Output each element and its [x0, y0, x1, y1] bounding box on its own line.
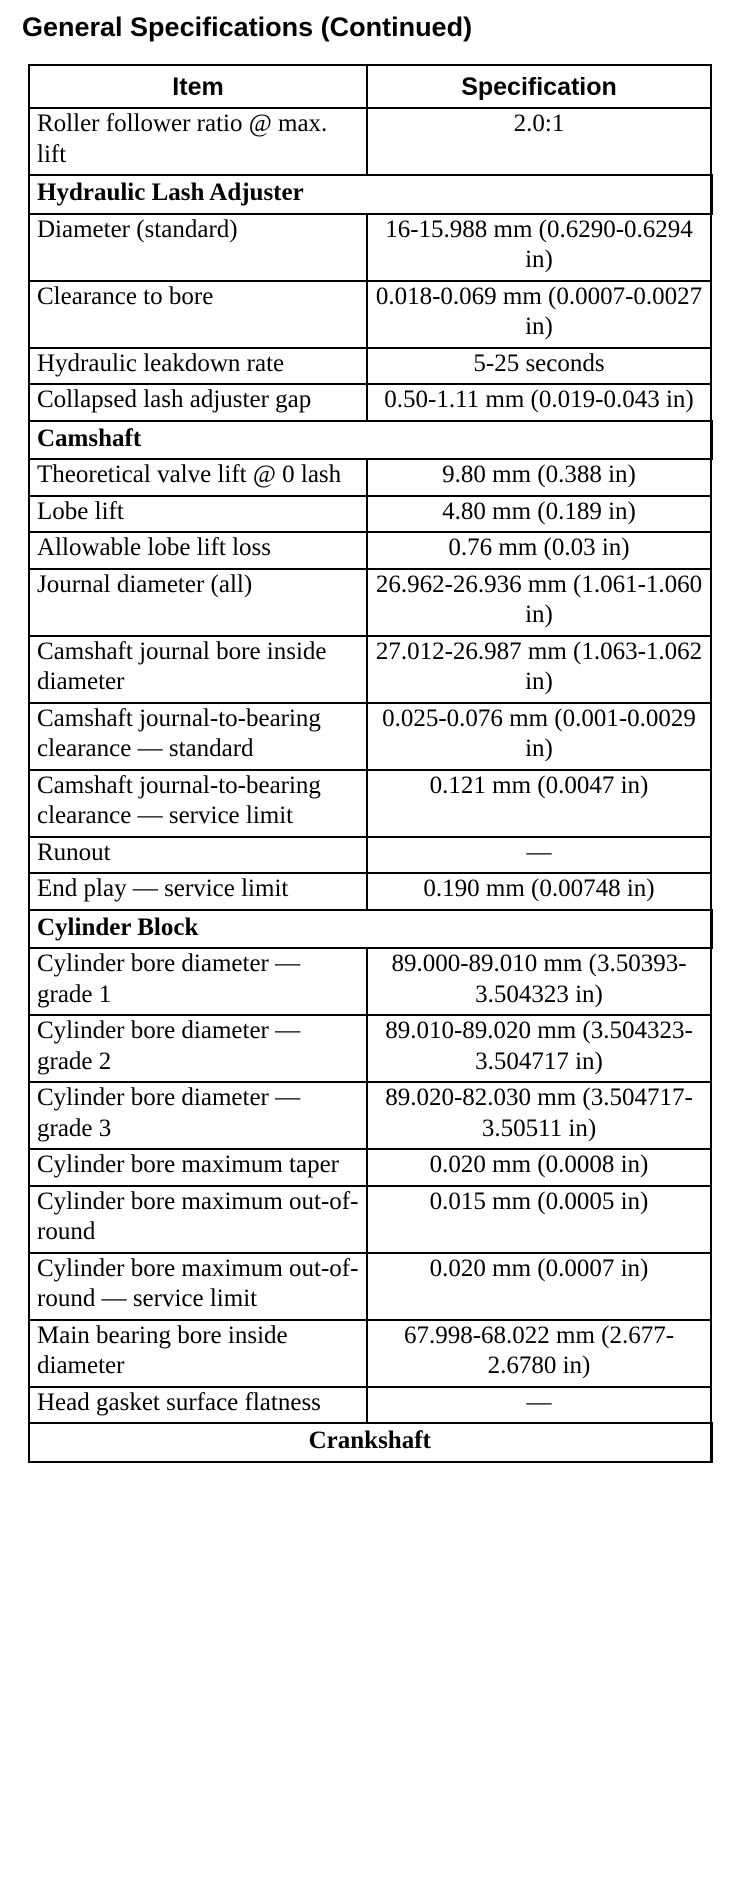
item-cell: Journal diameter (all) — [29, 569, 367, 636]
specification-cell: 4.80 mm (0.189 in) — [367, 496, 711, 533]
table-row — [29, 348, 711, 385]
section-header-row — [29, 910, 711, 949]
specification-cell: 0.76 mm (0.03 in) — [367, 532, 711, 569]
table-header-row — [29, 65, 711, 108]
table-row — [29, 1320, 711, 1387]
table-row — [29, 459, 711, 496]
specification-cell: 27.012-26.987 mm (1.063-1.062 in) — [367, 636, 711, 703]
column-header-specification: Specification — [367, 65, 711, 108]
specification-cell: 89.010-89.020 mm (3.504323-3.504717 in) — [367, 1015, 711, 1082]
section-header: Hydraulic Lash Adjuster — [29, 175, 711, 214]
table-row — [29, 770, 711, 837]
page-title: General Specifications (Continued) — [22, 12, 473, 42]
item-cell: Theoretical valve lift @ 0 lash — [29, 459, 367, 496]
item-cell: Cylinder bore maximum out-of-round — [29, 1186, 367, 1253]
item-cell: Head gasket surface flatness — [29, 1387, 367, 1424]
table-row — [29, 108, 711, 175]
item-cell: Main bearing bore inside diameter — [29, 1320, 367, 1387]
item-cell: Lobe lift — [29, 496, 367, 533]
specification-cell: 89.000-89.010 mm (3.50393-3.504323 in) — [367, 948, 711, 1015]
specification-cell: 0.190 mm (0.00748 in) — [367, 873, 711, 910]
table-row — [29, 1149, 711, 1186]
specification-cell: 0.018-0.069 mm (0.0007-0.0027 in) — [367, 281, 711, 348]
specification-cell: 9.80 mm (0.388 in) — [367, 459, 711, 496]
item-cell: Cylinder bore diameter — grade 3 — [29, 1082, 367, 1149]
item-cell: Diameter (standard) — [29, 214, 367, 281]
column-header-item: Item — [29, 65, 367, 108]
table-row — [29, 948, 711, 1015]
item-cell: Camshaft journal bore inside diameter — [29, 636, 367, 703]
table-row — [29, 1082, 711, 1149]
section-header-row — [29, 421, 711, 460]
specification-cell: 0.020 mm (0.0008 in) — [367, 1149, 711, 1186]
item-cell: Allowable lobe lift loss — [29, 532, 367, 569]
table-row — [29, 1387, 711, 1424]
item-cell: Cylinder bore diameter — grade 2 — [29, 1015, 367, 1082]
item-cell: Camshaft journal-to-bearing clearance — service limit — [29, 770, 367, 837]
table-row — [29, 1015, 711, 1082]
item-cell: Roller follower ratio @ max. lift — [29, 108, 367, 175]
table-row — [29, 496, 711, 533]
specification-cell: 0.50-1.11 mm (0.019-0.043 in) — [367, 384, 711, 421]
table-row — [29, 532, 711, 569]
specification-cell: 0.121 mm (0.0047 in) — [367, 770, 711, 837]
section-header: Camshaft — [29, 421, 711, 460]
item-cell: Clearance to bore — [29, 281, 367, 348]
specification-cell: 0.015 mm (0.0005 in) — [367, 1186, 711, 1253]
specification-cell: 5-25 seconds — [367, 348, 711, 385]
section-header-row — [29, 175, 711, 214]
specification-cell: 16-15.988 mm (0.6290-0.6294 in) — [367, 214, 711, 281]
table-body — [29, 108, 711, 1462]
table-row — [29, 703, 711, 770]
table-row — [29, 214, 711, 281]
specifications-table — [28, 64, 713, 1463]
item-cell: Collapsed lash adjuster gap — [29, 384, 367, 421]
item-cell: Runout — [29, 837, 367, 874]
table-row — [29, 636, 711, 703]
table-row — [29, 1186, 711, 1253]
specification-cell: — — [367, 837, 711, 874]
specification-cell: 0.025-0.076 mm (0.001-0.0029 in) — [367, 703, 711, 770]
section-header: Cylinder Block — [29, 910, 711, 949]
specification-cell: 26.962-26.936 mm (1.061-1.060 in) — [367, 569, 711, 636]
specification-cell: 67.998-68.022 mm (2.677-2.6780 in) — [367, 1320, 711, 1387]
section-header-row — [29, 1423, 711, 1462]
item-cell: Hydraulic leakdown rate — [29, 348, 367, 385]
specification-cell: 89.020-82.030 mm (3.504717-3.50511 in) — [367, 1082, 711, 1149]
table-row — [29, 384, 711, 421]
table-row — [29, 873, 711, 910]
table-row — [29, 569, 711, 636]
specification-cell: — — [367, 1387, 711, 1424]
item-cell: Camshaft journal-to-bearing clearance — standard — [29, 703, 367, 770]
item-cell: Cylinder bore maximum taper — [29, 1149, 367, 1186]
item-cell: End play — service limit — [29, 873, 367, 910]
item-cell: Cylinder bore maximum out-of-round — service limit — [29, 1253, 367, 1320]
table-row — [29, 1253, 711, 1320]
specification-cell: 2.0:1 — [367, 108, 711, 175]
table-row — [29, 837, 711, 874]
table-row — [29, 281, 711, 348]
section-header: Crankshaft — [29, 1423, 711, 1462]
item-cell: Cylinder bore diameter — grade 1 — [29, 948, 367, 1015]
specification-cell: 0.020 mm (0.0007 in) — [367, 1253, 711, 1320]
